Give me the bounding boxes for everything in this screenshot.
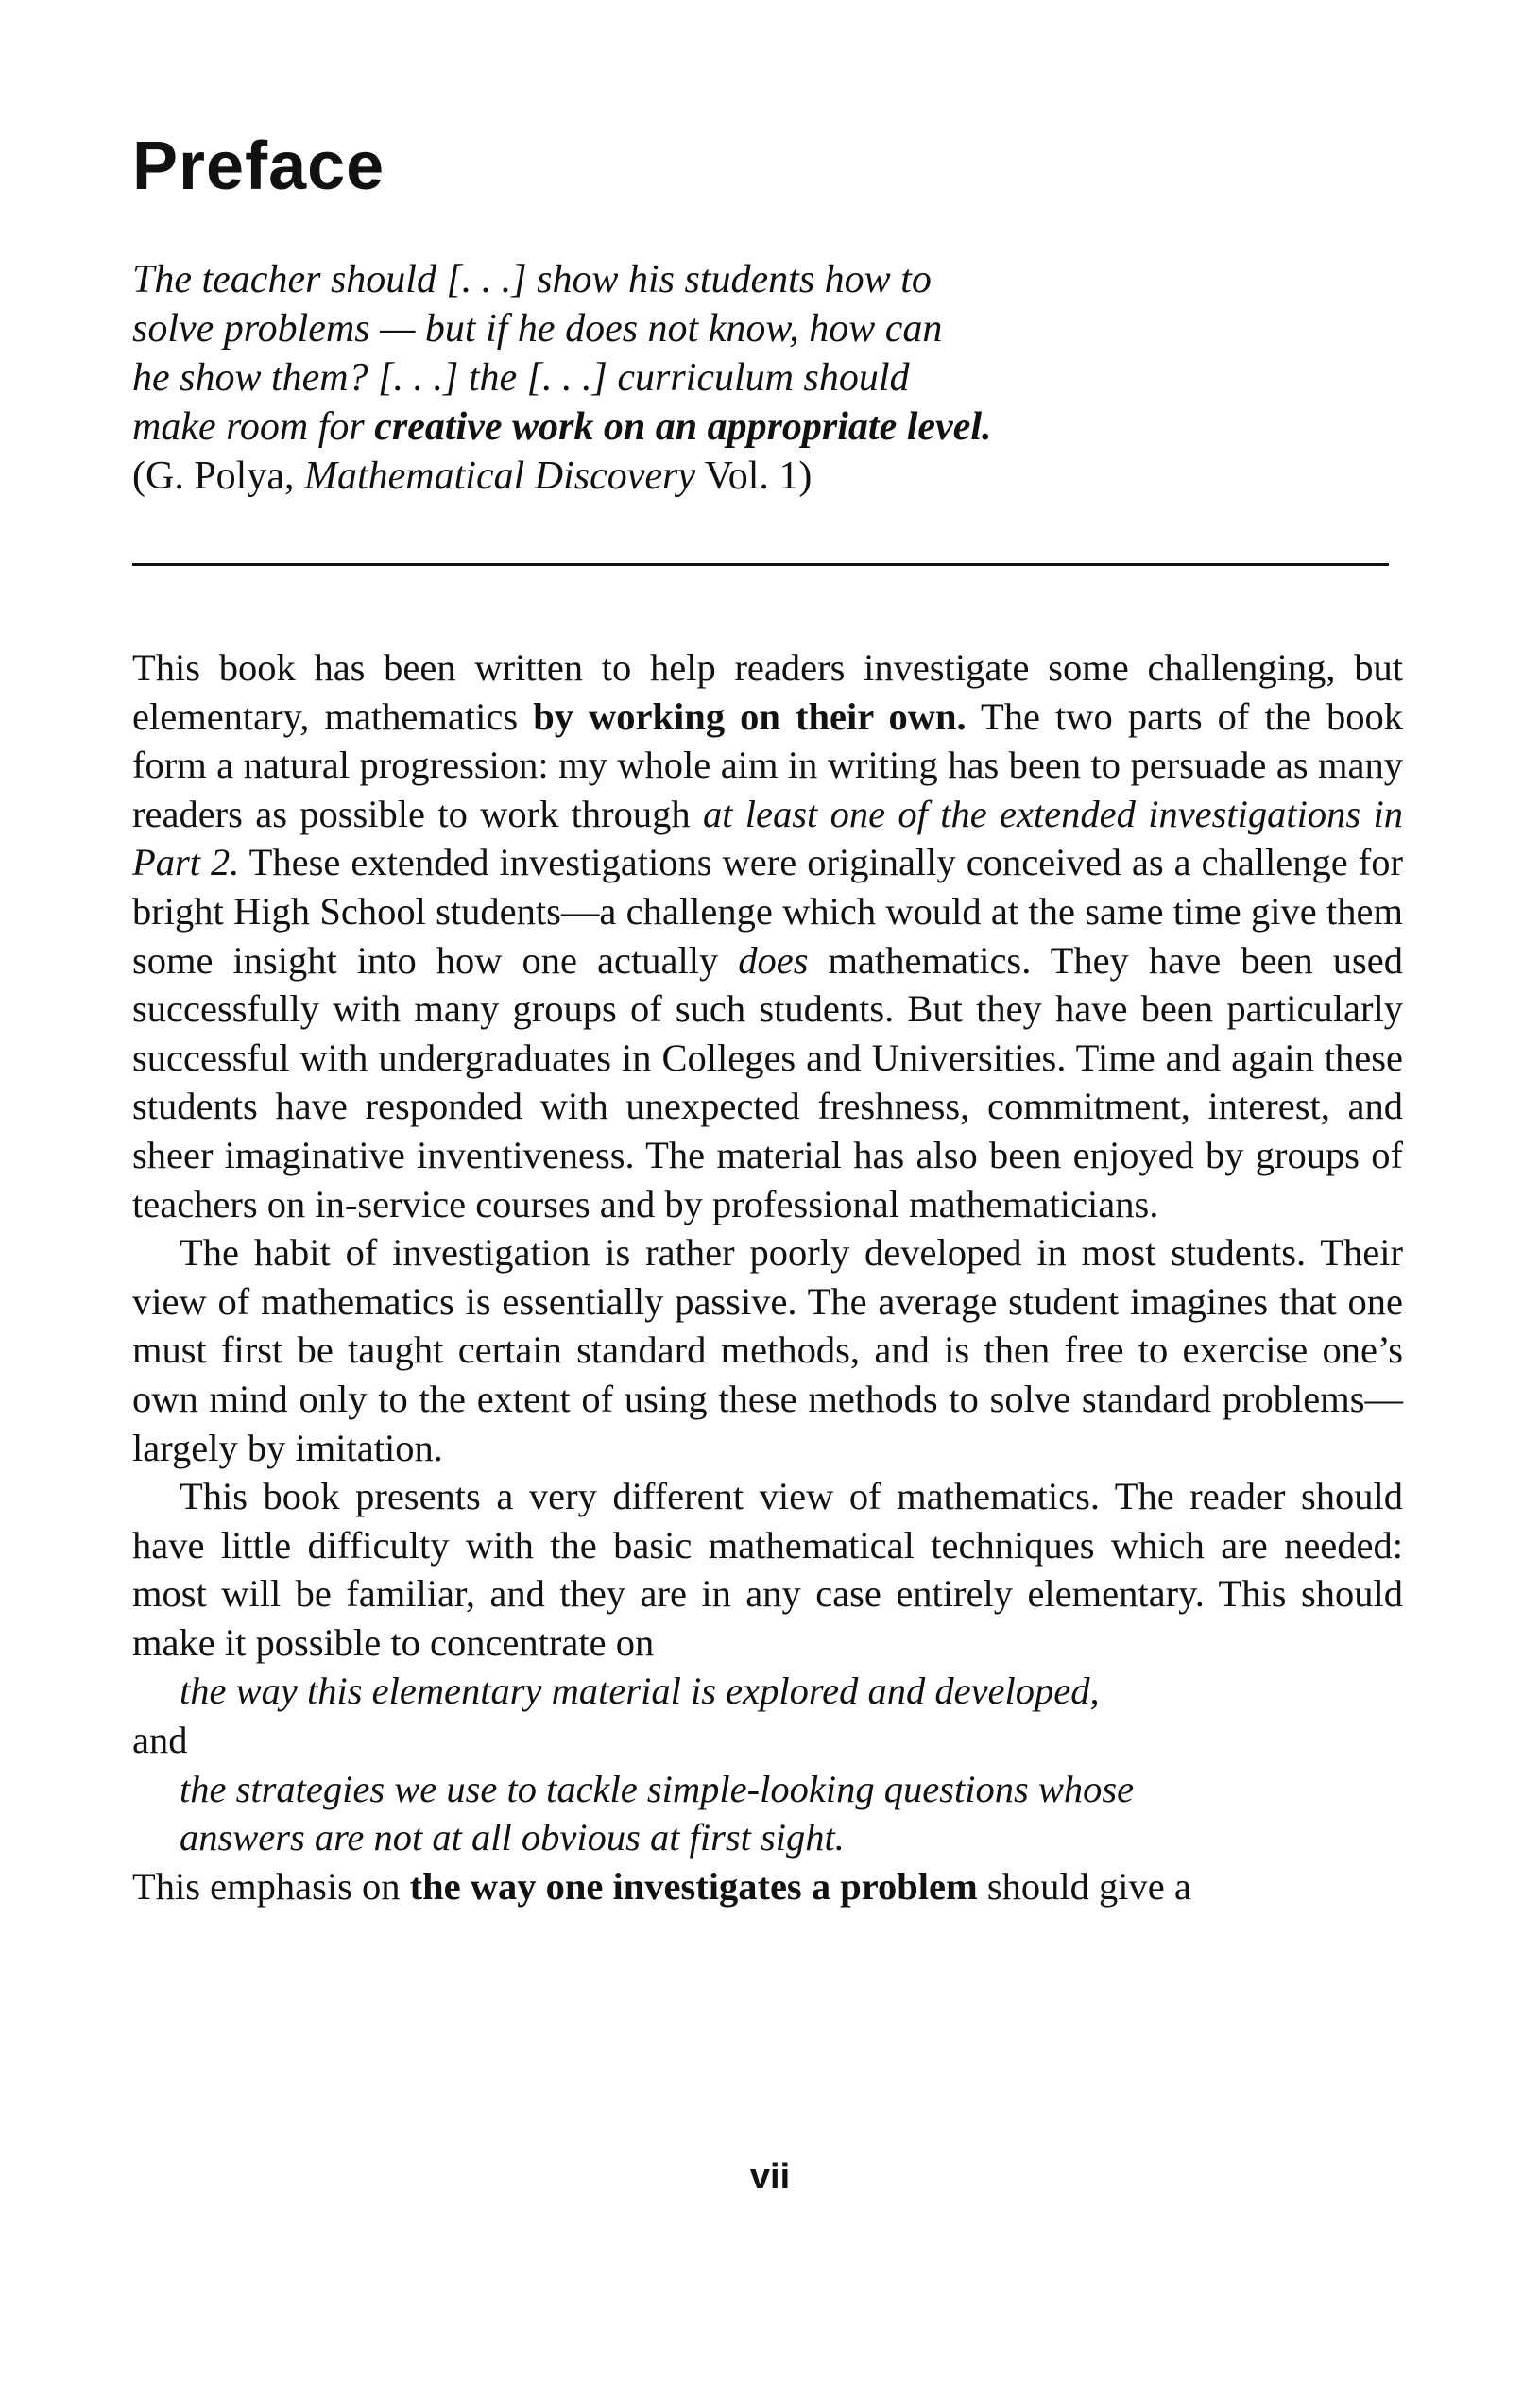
paragraph	[132, 1862, 1403, 1911]
page-number: vii	[749, 2157, 791, 2197]
page-title: Preface	[132, 128, 385, 204]
epigraph-quote	[132, 255, 1172, 452]
paragraph-bold: by working on their own.	[533, 694, 967, 738]
body-text	[132, 643, 1403, 1910]
block-quote-line: answers are not at all obvious at first sight.	[180, 1816, 845, 1859]
paragraph-text: This book has been written to help readers investigate some challenging, but elementary, mathematics	[132, 646, 1403, 738]
epigraph-source-text: Vol. 1)	[695, 454, 813, 498]
block-quote: the way this elementary material is explored and developed,	[180, 1670, 1100, 1713]
block-quote-line: the strategies we use to tackle simple-looking questions whose	[180, 1767, 1135, 1810]
epigraph-line: solve problems — but if he does not know, how can	[132, 307, 943, 351]
paragraph-text: This emphasis on	[132, 1864, 410, 1908]
paragraph-italic: at least one of the extended investigations in Part 2.	[132, 792, 1403, 884]
page	[132, 113, 1403, 1910]
paragraph	[132, 643, 1403, 1228]
divider	[132, 563, 1389, 566]
paragraph-bold: the way one investigates a problem	[409, 1864, 978, 1908]
paragraph: The habit of investigation is rather poorly developed in most students. Their view of mathematics is essentially passive. The average student imagines that one must first be taught certain standard methods, and is then free to exercise one’s own mind only to the extent of using these methods to solve standard problems—largely by imitation.	[132, 1231, 1403, 1469]
epigraph	[132, 255, 1172, 501]
paragraph-italic: does	[738, 938, 809, 982]
block-quote	[180, 1765, 1403, 1862]
epigraph-line: The teacher should [. . .] show his students how to	[132, 258, 932, 301]
paragraph-text: should give a	[977, 1864, 1191, 1908]
epigraph-source-title: Mathematical Discovery	[304, 454, 696, 498]
epigraph-line: make room for	[132, 405, 375, 449]
paragraph-text: The two parts of the book form a natural progression: my whole aim in writing has been to persuade as many readers as possible to work through	[132, 694, 1403, 835]
epigraph-emphasis: creative work on an appropriate level.	[374, 405, 992, 449]
paragraph-text: mathematics. They have been used successfully with many groups of such students. But they have been particularly successful with undergraduates in Colleges and Universities. Time and again these students have responded with unexpected freshness, commitment, interest, and sheer imaginative inventiveness. The material has also been enjoyed by groups of teachers on in-service courses and by professional mathematicians.	[132, 938, 1403, 1225]
paragraph: This book presents a very different view of mathematics. The reader should have little difficulty with the basic mathematical techniques which are needed: most will be familiar, and they are in any case entirely elementary. This should make it possible to concentrate on	[132, 1475, 1403, 1664]
epigraph-source	[132, 452, 1172, 501]
paragraph-text: These extended investigations were originally conceived as a challenge for bright High School students—a challenge which would at the same time give them some insight into how one actually	[132, 841, 1403, 982]
paragraph: and	[132, 1719, 188, 1762]
epigraph-source-text: (G. Polya,	[132, 454, 304, 498]
epigraph-line: he show them? [. . .] the [. . .] curriculum should	[132, 356, 910, 400]
